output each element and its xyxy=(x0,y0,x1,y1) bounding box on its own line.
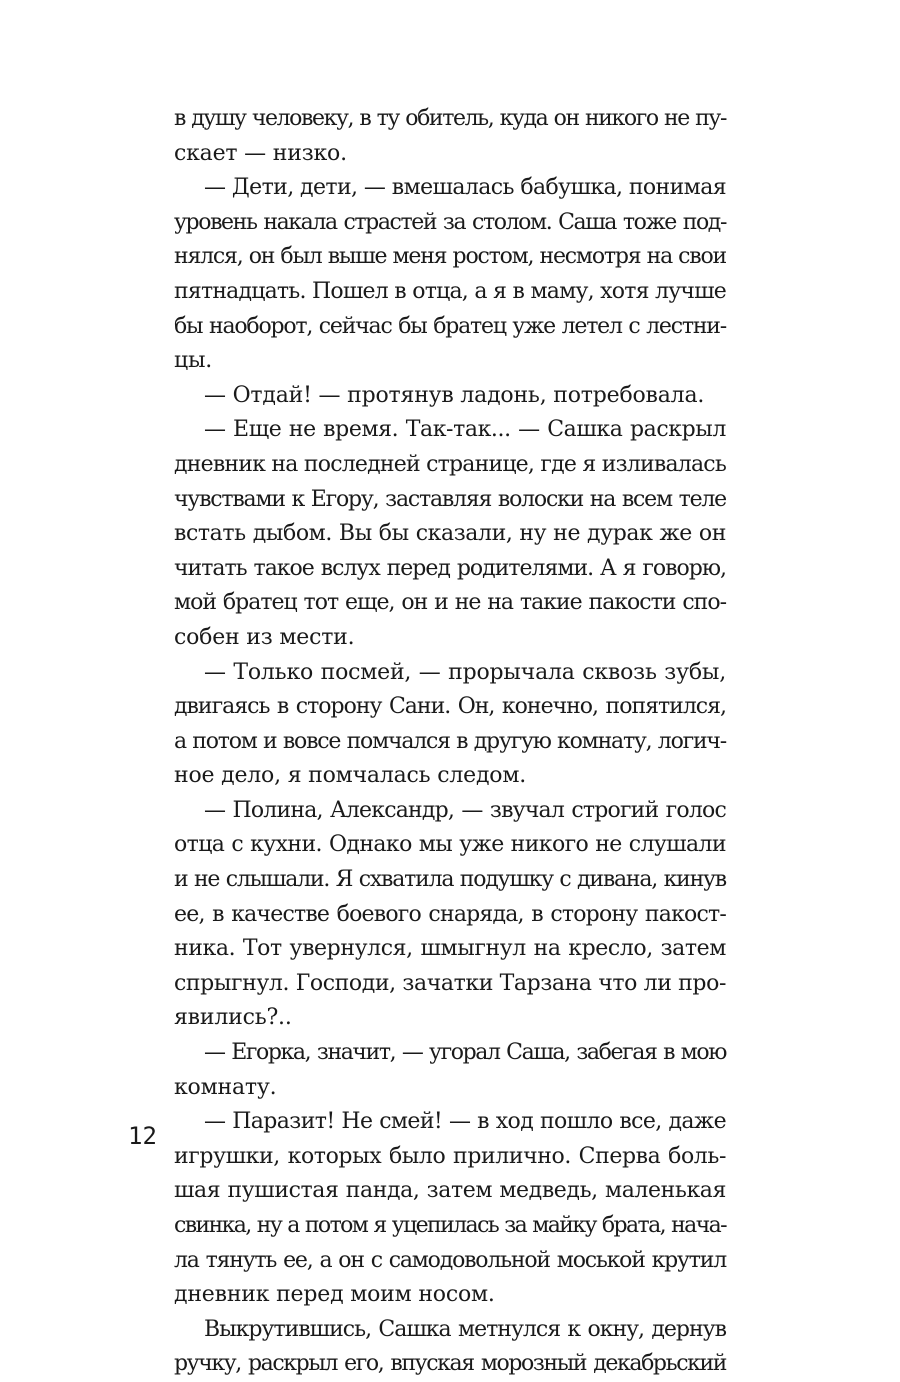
text-line: скает — низко. xyxy=(174,140,347,166)
text-line: свинка, ну а потом я уцепилась за майку брата, нача- xyxy=(174,1213,726,1238)
text-line: Выкрутившись, Сашка метнулся к окну, дернув xyxy=(204,1316,726,1342)
text-line: бы наоборот, сейчас бы братец уже летел с лестни- xyxy=(174,313,726,339)
text-line: — Егорка, значит, — угорал Саша, забегая в мою xyxy=(204,1040,726,1066)
text-line: нялся, он был выше меня ростом, несмотря на свои xyxy=(174,244,726,270)
page-number: 12 xyxy=(128,1122,157,1150)
text-line: ла тянуть ее, а он с самодовольной моськой крутил xyxy=(174,1247,726,1273)
body-text xyxy=(174,102,726,1382)
text-line: чувствами к Егору, заставляя волоски на всем теле xyxy=(174,486,726,512)
text-line: двигаясь в сторону Сани. Он, конечно, попятился, xyxy=(174,694,726,720)
text-line: игрушки, которых было прилично. Сперва боль- xyxy=(174,1143,726,1169)
text-line: собен из мести. xyxy=(174,624,355,650)
text-line: — Паразит! Не смей! — в ход пошло все, даже xyxy=(204,1109,726,1135)
text-line: дневник перед моим носом. xyxy=(174,1282,495,1308)
text-line: а потом и вовсе помчался в другую комнату, логич- xyxy=(174,728,726,754)
text-line: спрыгнул. Господи, зачатки Тарзана что ли про- xyxy=(174,970,726,996)
text-line: комнату. xyxy=(174,1074,277,1100)
text-line: отца с кухни. Однако мы уже никого не слушали xyxy=(174,832,726,858)
text-line: ное дело, я помчалась следом. xyxy=(174,763,527,789)
text-line: — Только посмей, — прорычала сквозь зубы, xyxy=(204,659,726,685)
text-line: цы. xyxy=(174,348,213,374)
text-line: уровень накала страстей за столом. Саша тоже под- xyxy=(174,209,726,235)
text-line: мой братец тот еще, он и не на такие пакости спо- xyxy=(174,590,726,616)
text-line: — Отдай! — протянув ладонь, потребовала. xyxy=(204,382,705,408)
text-line: шая пушистая панда, затем медведь, маленькая xyxy=(174,1178,726,1204)
text-line: дневник на последней странице, где я изливалась xyxy=(174,451,726,477)
text-line: — Дети, дети, — вмешалась бабушка, понимая xyxy=(204,175,726,201)
text-line: явились?.. xyxy=(174,1005,292,1031)
text-line: ника. Тот увернулся, шмыгнул на кресло, затем xyxy=(174,936,726,962)
text-line: в душу человеку, в ту обитель, куда он никого не пу- xyxy=(174,106,726,131)
text-line: — Еще не время. Так-так... — Сашка раскрыл xyxy=(204,417,726,443)
text-line: ручку, раскрыл его, впуская морозный декабрьский xyxy=(174,1351,726,1377)
text-line: — Полина, Александр, — звучал строгий голос xyxy=(204,797,726,823)
text-line: пятнадцать. Пошел в отца, а я в маму, хотя лучше xyxy=(174,278,726,304)
text-line: и не слышали. Я схватила подушку с дивана, кинув xyxy=(174,867,726,893)
text-line: читать такое вслух перед родителями. А я говорю, xyxy=(174,555,726,581)
text-line: ее, в качестве боевого снаряда, в сторону пакост- xyxy=(174,901,726,927)
text-line: встать дыбом. Вы бы сказали, ну не дурак же он xyxy=(174,521,726,547)
